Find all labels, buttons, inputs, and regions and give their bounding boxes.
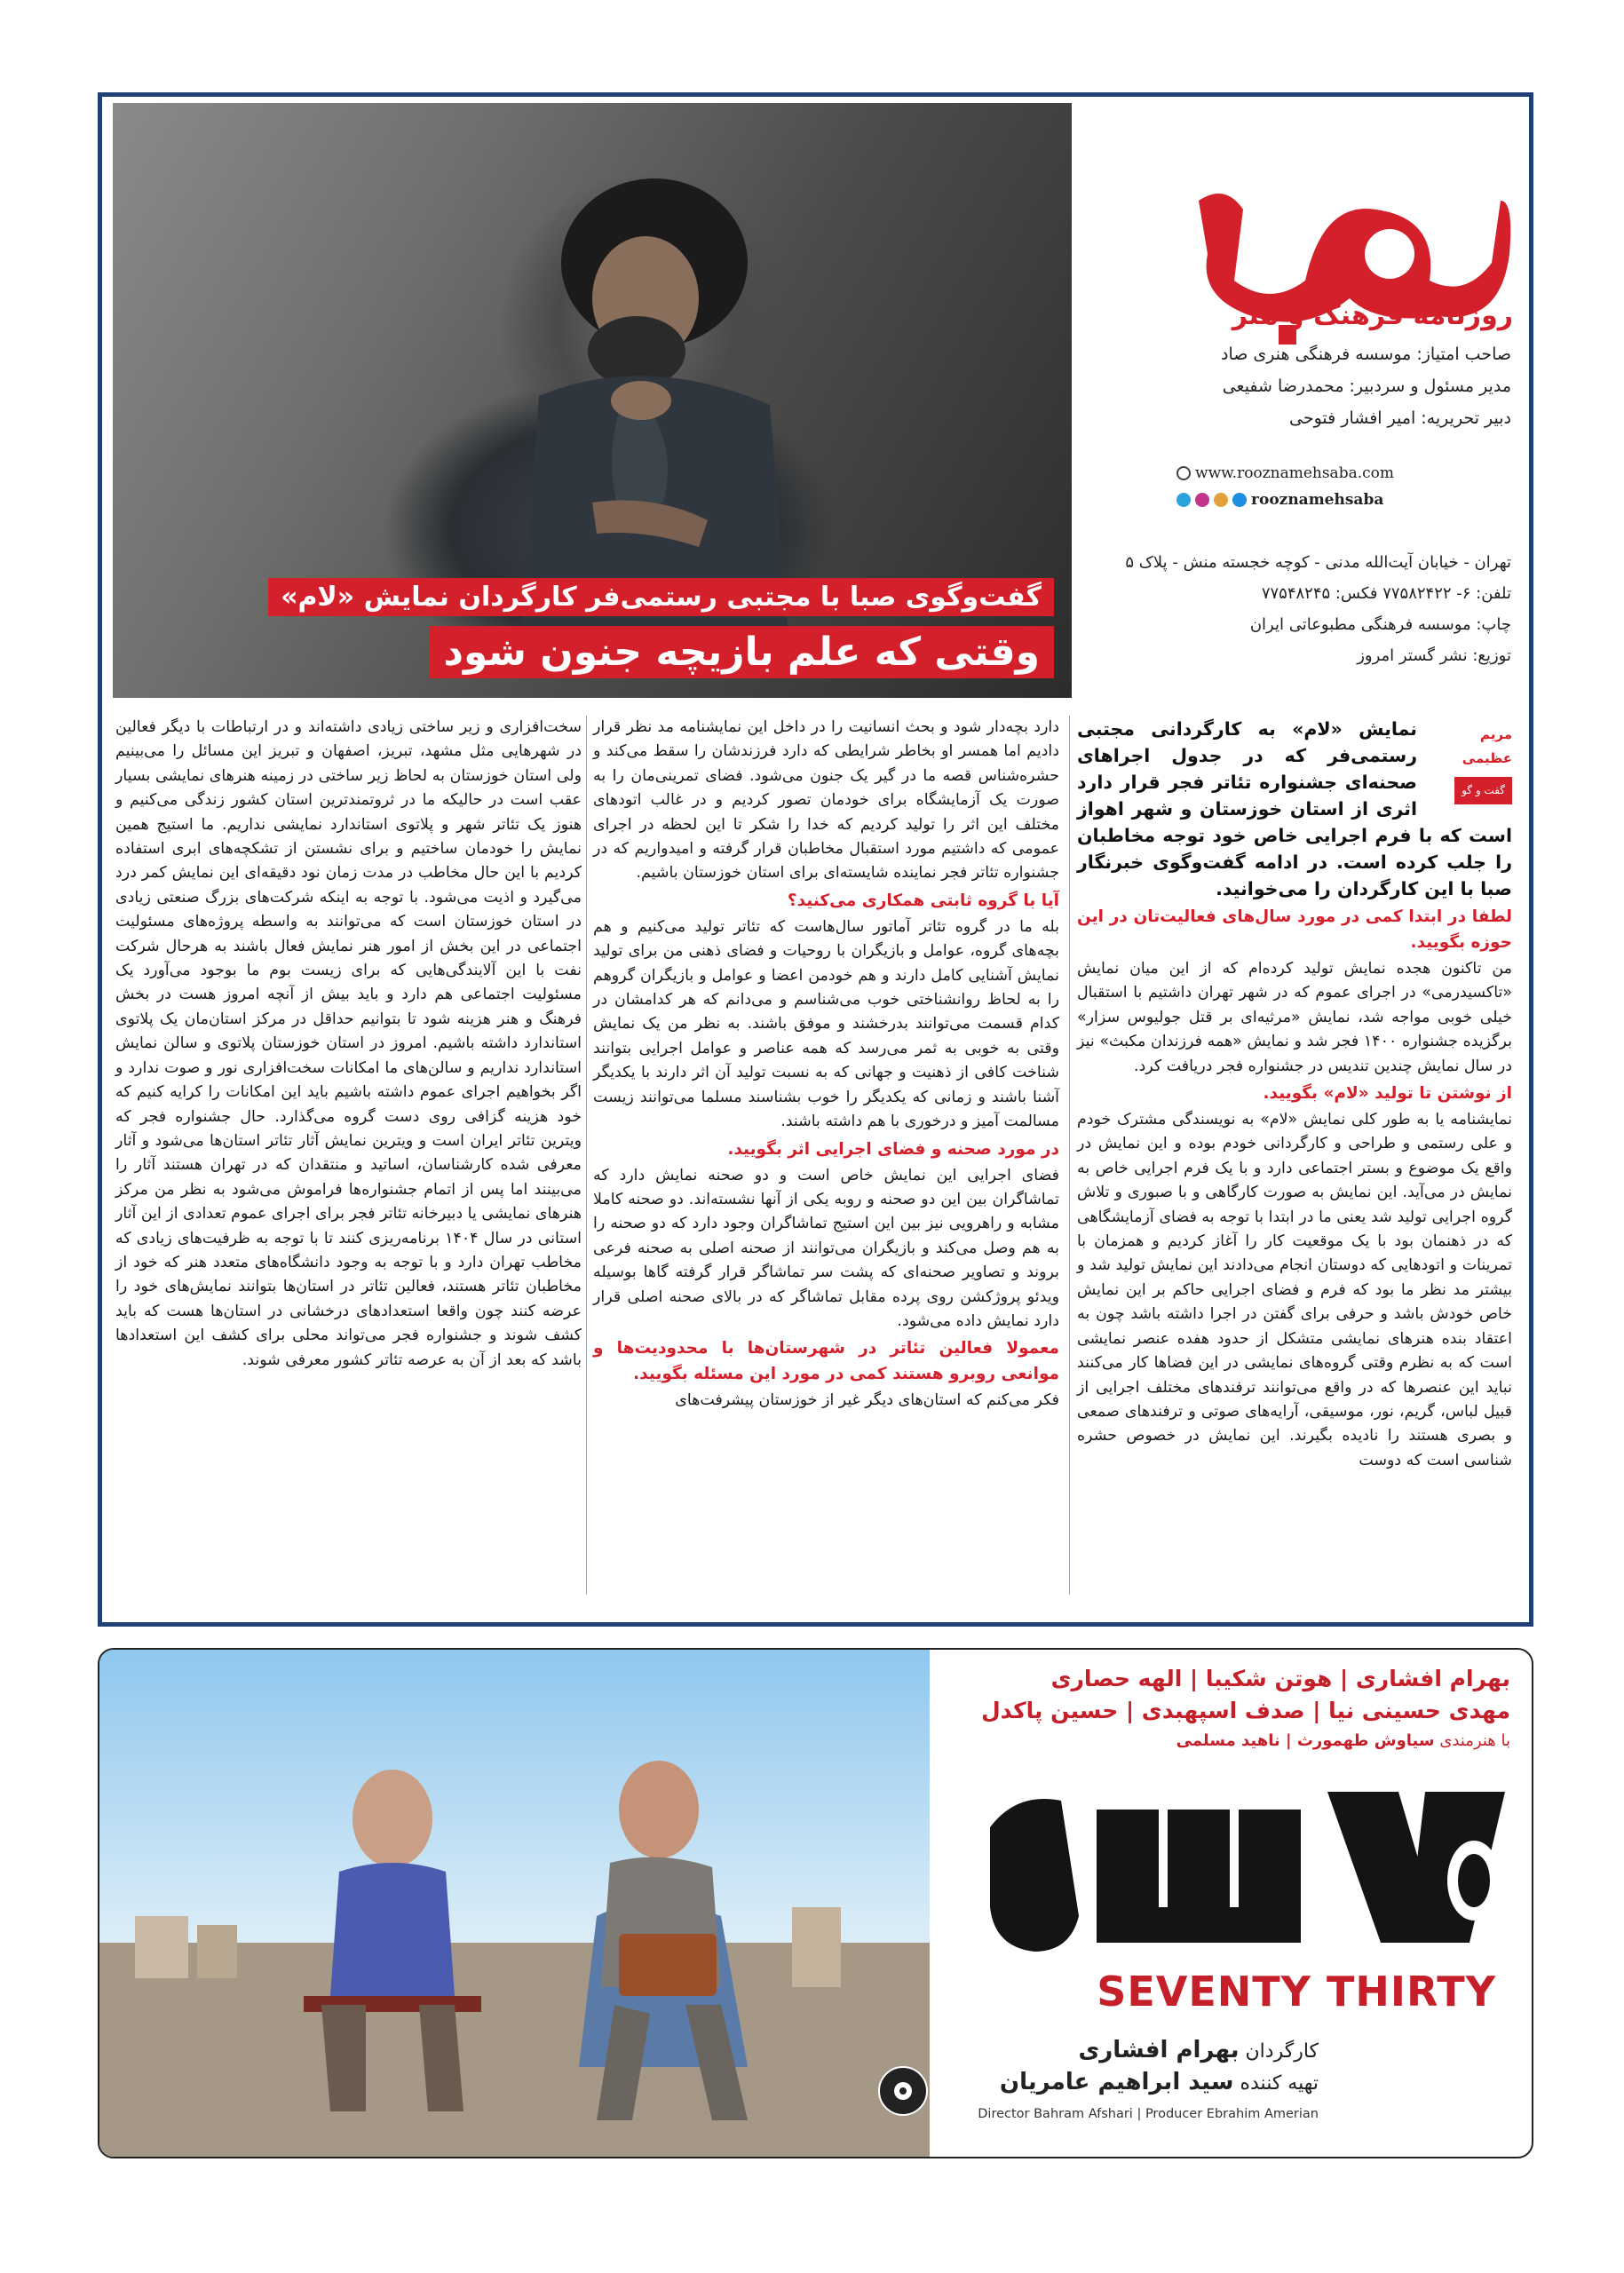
byline bbox=[1428, 723, 1512, 804]
tagline: روزنامه فرهنگ و هنر bbox=[1232, 300, 1513, 331]
poster-scene-illustration bbox=[99, 1650, 930, 2158]
interview-question: در مورد صحنه و فضای اجرایی اثر بگویید. bbox=[727, 1139, 1059, 1159]
movie-info bbox=[928, 1650, 1532, 2158]
answer-paragraph: من تاکنون هجده نمایش تولید کرده‌ام که از این میان نمایش «تاکسیدرمی» در اجرای عموم که در شهر تهران داشتیم با استقبال خیلی خوبی مواجه شد، نمایش «مرثیه‌ای بر قتل جولیوس سزار» برگزیده جشنواره ۱۴۰۰ فجر شد و نمایش «همه فرزندان مکبث» نیز در سال نمایش چندین تندیس در جشنواره فجر دریافت کرد. bbox=[1077, 960, 1512, 1075]
staff-editor: مدیر مسئول و سردبیر: محمدرضا شفیعی bbox=[1222, 376, 1511, 396]
producer-line bbox=[1000, 2069, 1319, 2095]
answer-paragraph: دارد بچه‌دار شود و بحث انسانیت را در داخل این نمایشنامه مد نظر قرار دادیم اما همسر او بخاطر شرایطی که دارد فرزندشان را سقط می‌کند و حشره‌شناس قصه ما در گیر یک جنون می‌شود. فضای تمرینی‌مان را به صورت یک آزمایشگاه برای خودمان تصور کردیم و در غالب اتودهای مختلف این اثر را تولید کردیم که خدا را شکر تا این لحظه در اجرای عمومی که داشتیم مورد استقبال مخاطبان قرار گرفته و امیدواریم که در جشنواره تئاتر فجر نماینده شایسته‌ای برای استان خوزستان باشیم. bbox=[593, 718, 1059, 883]
web-contacts bbox=[1176, 460, 1394, 513]
article-lead: نمایش «لام» به کارگردانی مجتبی رستمی‌فر که در جدول اجراهای صحنه‌ای جشنواره تئاتر فجر قرار دارد اثری از استان خوزستان و شهر اهواز است که با فرم اجرایی خاص خود توجه مخاطبان را جلب کرده است. در ادامه گفت‌وگوی خبرنگار صبا با این کارگردان را می‌خوانید. bbox=[1077, 718, 1512, 899]
column-divider bbox=[586, 716, 587, 1595]
answer-paragraph: فکر می‌کنم که استان‌های دیگر غیر از خوزستان پیشرفت‌های bbox=[675, 1391, 1059, 1410]
author-name: مریم عظیمی bbox=[1462, 726, 1512, 767]
hero-subtitle: گفت‌وگوی صبا با مجتبی رستمی‌فر کارگردان نمایش «لام» bbox=[268, 578, 1054, 616]
interview-question: معمولا فعالین تئاتر در شهرستان‌ها با محدودیت‌ها و موانعی روبرو هستند کمی در مورد این مسئله بگویید. bbox=[593, 1339, 1059, 1384]
instagram-icon[interactable] bbox=[1195, 493, 1209, 507]
phone-line: تلفن: ۶- ۷۷۵۸۲۴۲۲ فکس: ۷۷۵۴۸۲۴۵ bbox=[1261, 584, 1511, 603]
director-label: کارگردان bbox=[1245, 2040, 1319, 2063]
english-title: SEVENTY THIRTY bbox=[1097, 1968, 1496, 2016]
movie-advertisement[interactable] bbox=[98, 1648, 1533, 2158]
interview-question: از نوشتن تا تولید «لام» بگویید. bbox=[1263, 1084, 1512, 1104]
article-column-1 bbox=[1077, 716, 1512, 1475]
with-label: با هنرمندی bbox=[1439, 1731, 1510, 1750]
cast-line-2: مهدی حسینی نیا | صدف اسپهبدی | حسین پاکدل bbox=[980, 1698, 1510, 1723]
interview-question: آیا با گروه ثابتی همکاری می‌کنید؟ bbox=[787, 891, 1059, 910]
address-block bbox=[1125, 547, 1511, 671]
producer-name: سید ابراهیم عامریان bbox=[999, 2069, 1234, 2095]
staff-list bbox=[1221, 338, 1511, 434]
english-credits: Director Bahram Afshari | Producer Ebrahim Amerian bbox=[978, 2107, 1319, 2121]
cast-line-1: بهرام افشاری | هوتن شکیبا | الهه حصاری bbox=[1050, 1666, 1510, 1691]
telegram-icon[interactable] bbox=[1176, 493, 1191, 507]
staff-owner: صاحب امتیاز: موسسه فرهنگی هنری صاد bbox=[1221, 345, 1511, 364]
twitter-icon[interactable] bbox=[1232, 493, 1247, 507]
answer-paragraph: نمایشنامه یا به طور کلی نمایش «لام» به نویسندگی مشترک خودم و علی رستمی و طراحی و کارگردانی خودم بوده و این نمایش در واقع یک موضوع و بستر اجتماعی دارد و با یک فرم اجرایی خاص به نمایش در می‌آید. این نمایش به صورت کارگاهی و با صبوری و تلاش گروه اجرایی تولید شد یعنی ما در ابتدا با توجه به فضای آزمایشگاهی که در ذهنمان بود با یک موقعیت کار را آغاز کردیم و همزمان با تمرینات و اتودهایی که دوستان انجام می‌دادند این نمایش تولید شد و بیشتر مد نظر ما بود که فرم و فضای اجرایی حاکم بر این نمایش خاص خودش باشد و حرفی برای گفتن در اجرا داشته باشد چون به اعتقاد بنده هنرهای نمایشی متشکل از حدود هفده عنصر نمایشی است که به نظرم وقتی گروه‌های نمایشی در این فضاها کار می‌کنند نباید این عنصرها که در واقع می‌توانند ترفندهای مختلف اجرایی از قبیل لباس، گریم، نور، موسیقی، آرایه‌های صوتی و ترفندهای صمعی و بصری هستند را نادیده بگیرند. این نمایش در خصوص حشره شناسی است که دوست bbox=[1077, 1111, 1512, 1469]
persian-title-logo bbox=[981, 1774, 1514, 1960]
with-names: سیاوش طهمورث | ناهید مسلمی bbox=[1176, 1731, 1435, 1750]
movie-poster-photo bbox=[99, 1650, 930, 2158]
cast-line-3 bbox=[1176, 1731, 1510, 1750]
article-column-3 bbox=[115, 716, 582, 1374]
address-line: تهران - خیابان آیت‌الله مدنی - کوچه خجسته منش - پلاک ۵ bbox=[1125, 553, 1511, 572]
director-line bbox=[1078, 2037, 1319, 2063]
man-portrait-illustration bbox=[486, 165, 805, 627]
hero-photo bbox=[113, 103, 1072, 698]
article-column-2 bbox=[593, 716, 1059, 1415]
hero-title: وقتی که علم بازیچه جنون شود bbox=[429, 626, 1054, 678]
aparat-icon[interactable] bbox=[1214, 493, 1228, 507]
interview-question: لطفا در ابتدا کمی در مورد سال‌های فعالیت‌تان در این حوزه بگویید. bbox=[1077, 907, 1512, 952]
answer-paragraph: سخت‌افزاری و زیر ساختی زیادی داشته‌اند و در ارتباطات با دیگر فعالین در شهرهایی مثل مشهد، تبریز، اصفهان و تبریز این مسائل را می‌بینیم ولی استان خوزستان به لحاظ زیر ساختی در زمینه هنرهای نمایشی بسیار عقب است در حالیکه ما در ثروتمندترین استان کشور زندگی می‌کنیم و هنوز یک تئاتر شهر و پلاتوی استاندارد نمایشی نداریم. ما استیج همین نمایش را خودمان ساختیم و برای نشستن از تشکچه‌های ابری استفاده کردیم با این حال مخاطب در مدت زمان نود دقیقه‌ای این نمایش کمر درد می‌گیرد و اذیت می‌شود. با توجه به اینکه شرکت‌های بزرگ صنعتی زیادی در استان خوزستان است که می‌توانند به واسطه پروژه‌های مسئولیت اجتماعی در این بخش از امور هنر نمایش فعال باشند به هرحال شرکت نفت با این آلایندگی‌هایی که برای زیست بوم ما بوجود می‌آورد یک مسئولیت اجتماعی هم دارد و باید بیش از آنچه امروز هست در بخش فرهنگ و هنر هزینه شود تا بتوانیم حداقل در مرکز استان‌مان یک پلاتوی استاندارد داشته باشیم. امروز در استان خوزستان پلاتوی و سالن نمایش استاندارد نداریم و سالن‌های ما امکانات سخت‌افزاری نور و صوت ندارد و اگر بخواهیم اجرای عموم داشته باشیم باید این امکانات را کرایه کنیم که خود هزینه گزافی روی دست گروه می‌گذارد. حال جشنواره فجر که ویترین تئاتر ایران است و ویترین نمایش آثار تئاتر استان‌ها می‌شود و آثار معرفی شده کارشناسان، اساتید و منتقدان که در تهران هستند آثار را می‌بینند اما پس از اتمام جشنواره‌ها فراموش می‌شود به نظر من مرکز هنرهای نمایشی یا دبیرخانه تئاتر فجر برای اجرای عموم تعدادی از این آثار استانی در سال ۱۴۰۴ برنامه‌ریزی کنند تا با توجه به ظرفیت‌های زیادی که مخاطب تهران دارد و با توجه به وجود دانشگاه‌های متعدد هنر که خود از مخاطبان تئاتر هستند، فعالین تئاتر در استان‌ها بتوانند نمایش‌های خود را عرضه کنند چون واقعا استعدادهای درخشانی در استان‌ها هست که باید کشف شوند و جشنواره فجر می‌تواند محلی برای کشف این استعدادها باشد که بعد از آن به عرصه تئاتر کشور معرفی شوند. bbox=[115, 718, 582, 1369]
section-tag: گفت و گو bbox=[1454, 777, 1512, 804]
print-line: چاپ: موسسه فرهنگی مطبوعاتی ایران bbox=[1249, 615, 1511, 634]
distribution-line: توزیع: نشر گستر امروز bbox=[1357, 646, 1511, 665]
studio-logo bbox=[877, 2065, 929, 2117]
website-link[interactable]: www.rooznamehsaba.com bbox=[1195, 464, 1394, 482]
answer-paragraph: بله ما در گروه تئاتر آماتور سال‌هاست که تئاتر تولید می‌کنیم و هم بچه‌های گروه، عوامل و بازیگران با روحیات و فضای ذهنی من برای تولید نمایش آشنایی کامل دارند و هم خودمن اعضا و عوامل و بازیگران گروهم را به لحاظ روانشناختی خوب می‌شناسم و می‌دانم که هر کدامشان در کدام قسمت می‌توانند بدرخشند و موفق باشند. به نظر من یک نمایش وقتی به خوبی به ثمر می‌رسد که همه عناصر و عوامل اجرایی بتوانند شناخت کافی از ذهنیت و جهانی که به نسبت تولید آن اثر دارند با یکدیگر آشنا باشند و زمانی که یکدیگر را خوب بشناسند مسلما می‌توانند زیست مسالمت آمیز و درخوری با هم داشته باشند. bbox=[593, 917, 1059, 1131]
column-divider bbox=[1069, 716, 1070, 1595]
social-handle[interactable]: rooznamehsaba bbox=[1251, 491, 1384, 509]
staff-managing-editor: دبیر تحریریه: امیر افشار فتوحی bbox=[1289, 408, 1511, 428]
globe-icon bbox=[1176, 466, 1191, 480]
masthead bbox=[1083, 103, 1527, 698]
answer-paragraph: فضای اجرایی این نمایش خاص است و دو صحنه نمایش دارد که تماشاگران بین این دو صحنه و روبه یکی از آنها نشسته‌اند. دو صحنه کاملا مشابه و راهرویی نیز بین این استیج تماشاگران وجود دارد که دو صحنه را به هم وصل می‌کند و بازیگران می‌توانند از صحنه اصلی به صحنه فرعی بروند و تصاویر صحنه‌ای که پشت سر تماشاگر قرار گرفته گاها بوسیله ویدئو پروژکشن روی پرده مقابل تماشاگر که در بالای صحنه اصلی قرار دارد نمایش داده می‌شود. bbox=[593, 1166, 1059, 1330]
producer-label: تهیه کننده bbox=[1240, 2072, 1319, 2095]
director-name: بهرام افشاری bbox=[1078, 2037, 1240, 2063]
